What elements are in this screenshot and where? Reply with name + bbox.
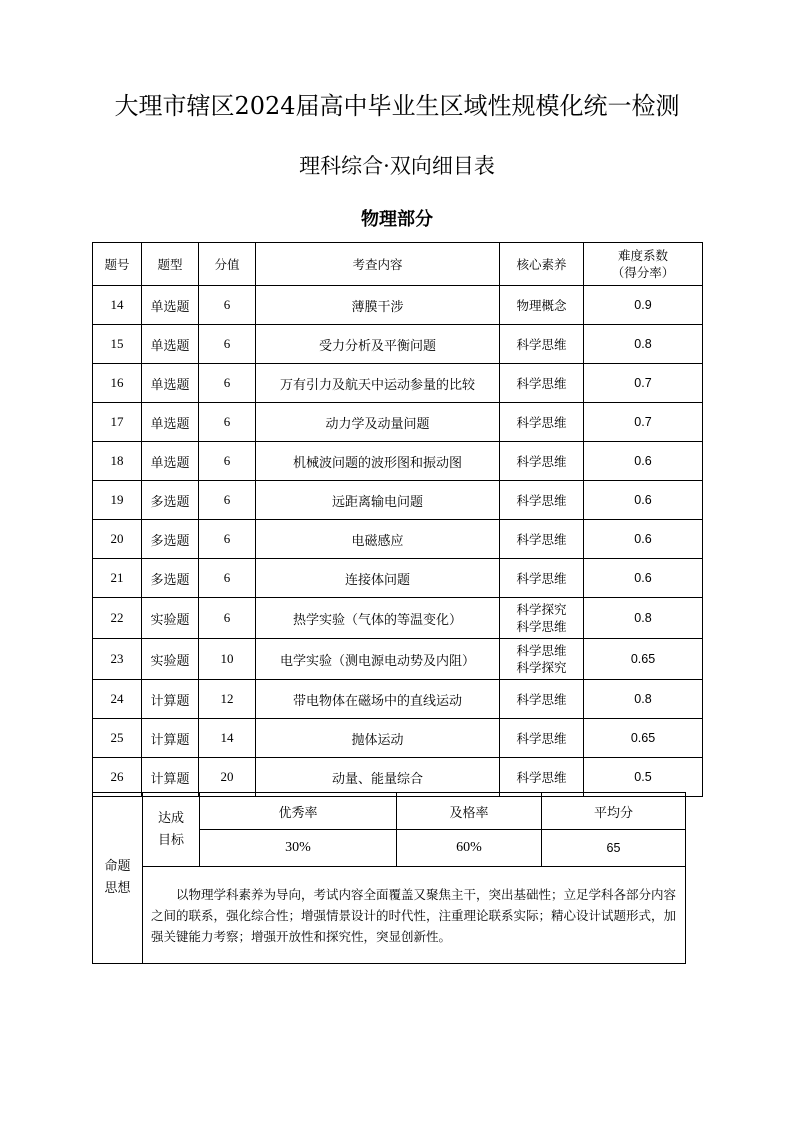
table-row <box>93 719 703 758</box>
difficulty-cell: 0.5 <box>584 758 703 797</box>
table-row <box>93 403 703 442</box>
question-number-cell: 19 <box>93 481 142 520</box>
design-label-line2: 思想 <box>104 881 131 896</box>
design-label-line1: 命题 <box>104 859 131 874</box>
goal-header-pass: 及格率 <box>397 793 542 830</box>
difficulty-cell: 0.7 <box>584 364 703 403</box>
core-literacy-cell <box>500 520 584 559</box>
core-literacy-item: 科学思维 <box>516 570 567 586</box>
table-body <box>93 286 703 797</box>
difficulty-cell: 0.6 <box>584 520 703 559</box>
core-literacy-cell <box>500 403 584 442</box>
content-cell: 电磁感应 <box>256 520 500 559</box>
table-row <box>93 758 703 797</box>
table-row <box>93 559 703 598</box>
core-literacy-item: 科学探究 <box>516 602 567 617</box>
question-number-cell: 22 <box>93 598 142 639</box>
content-cell: 万有引力及航天中运动参量的比较 <box>256 364 500 403</box>
goal-header-average: 平均分 <box>542 793 686 830</box>
table-row <box>93 520 703 559</box>
question-type-cell: 多选题 <box>142 481 199 520</box>
goal-value-average: 65 <box>542 830 686 867</box>
header-difficulty <box>584 243 703 286</box>
core-literacy-item: 科学思维 <box>516 643 567 658</box>
table-row <box>93 442 703 481</box>
goal-value-excellence: 30% <box>200 830 397 867</box>
score-cell: 10 <box>199 639 256 680</box>
score-cell: 6 <box>199 325 256 364</box>
score-cell: 14 <box>199 719 256 758</box>
question-type-cell: 计算题 <box>142 758 199 797</box>
header-question-type: 题型 <box>142 243 199 286</box>
difficulty-cell: 0.9 <box>584 286 703 325</box>
question-type-cell: 计算题 <box>142 680 199 719</box>
table-row <box>93 364 703 403</box>
content-cell: 远距离输电问题 <box>256 481 500 520</box>
table-row <box>93 639 703 680</box>
core-literacy-cell <box>500 680 584 719</box>
core-literacy-item: 科学思维 <box>516 769 567 785</box>
score-cell: 12 <box>199 680 256 719</box>
description-row <box>93 867 686 964</box>
header-difficulty-line2: （得分率） <box>611 265 675 280</box>
difficulty-cell: 0.6 <box>584 481 703 520</box>
header-score: 分值 <box>199 243 256 286</box>
content-cell: 动量、能量综合 <box>256 758 500 797</box>
content-cell: 受力分析及平衡问题 <box>256 325 500 364</box>
header-difficulty-line1: 难度系数 <box>617 248 668 263</box>
difficulty-cell: 0.8 <box>584 325 703 364</box>
content-cell: 动力学及动量问题 <box>256 403 500 442</box>
core-literacy-cell <box>500 481 584 520</box>
difficulty-cell: 0.6 <box>584 559 703 598</box>
question-type-cell: 实验题 <box>142 639 199 680</box>
content-cell: 机械波问题的波形图和振动图 <box>256 442 500 481</box>
design-label <box>93 793 143 964</box>
question-type-cell: 单选题 <box>142 325 199 364</box>
section-heading: 物理部分 <box>361 209 433 230</box>
difficulty-cell: 0.8 <box>584 680 703 719</box>
table-row <box>93 325 703 364</box>
header-core-literacy: 核心素养 <box>500 243 584 286</box>
core-literacy-item: 科学思维 <box>516 375 567 391</box>
score-cell: 6 <box>199 442 256 481</box>
goal-label <box>143 793 200 867</box>
core-literacy-cell <box>500 598 584 639</box>
content-cell: 连接体问题 <box>256 559 500 598</box>
table-row <box>93 680 703 719</box>
difficulty-cell: 0.65 <box>584 639 703 680</box>
core-literacy-item: 科学思维 <box>516 531 567 547</box>
core-literacy-cell <box>500 639 584 680</box>
question-type-cell: 单选题 <box>142 286 199 325</box>
core-literacy-cell <box>500 559 584 598</box>
score-cell: 6 <box>199 559 256 598</box>
question-number-cell: 18 <box>93 442 142 481</box>
core-literacy-item: 科学思维 <box>516 691 567 707</box>
core-literacy-item: 科学思维 <box>516 336 567 352</box>
content-cell: 薄膜干涉 <box>256 286 500 325</box>
core-literacy-cell <box>500 364 584 403</box>
score-cell: 6 <box>199 481 256 520</box>
goal-header-row <box>93 793 686 830</box>
goal-value-pass: 60% <box>397 830 542 867</box>
score-cell: 6 <box>199 598 256 639</box>
content-cell: 电学实验（测电源电动势及内阻） <box>256 639 500 680</box>
question-number-cell: 17 <box>93 403 142 442</box>
document-subtitle: 理科综合·双向细目表 <box>299 154 495 178</box>
table-row <box>93 286 703 325</box>
goal-label-line2: 目标 <box>157 832 184 848</box>
core-literacy-cell <box>500 442 584 481</box>
core-literacy-item: 科学思维 <box>516 619 567 634</box>
core-literacy-item: 科学思维 <box>516 730 567 746</box>
question-number-cell: 16 <box>93 364 142 403</box>
question-number-cell: 20 <box>93 520 142 559</box>
score-cell: 20 <box>199 758 256 797</box>
score-cell: 6 <box>199 364 256 403</box>
core-literacy-item: 科学思维 <box>516 453 567 469</box>
score-cell: 6 <box>199 403 256 442</box>
question-number-cell: 25 <box>93 719 142 758</box>
table-row <box>93 598 703 639</box>
question-number-cell: 21 <box>93 559 142 598</box>
core-literacy-item: 科学探究 <box>516 660 567 675</box>
question-type-cell: 单选题 <box>142 364 199 403</box>
question-number-cell: 24 <box>93 680 142 719</box>
design-table <box>92 792 686 964</box>
question-type-cell: 计算题 <box>142 719 199 758</box>
specification-table <box>92 242 703 797</box>
question-number-cell: 14 <box>93 286 142 325</box>
score-cell: 6 <box>199 520 256 559</box>
content-cell: 抛体运动 <box>256 719 500 758</box>
header-question-number: 题号 <box>93 243 142 286</box>
question-type-cell: 多选题 <box>142 559 199 598</box>
core-literacy-cell <box>500 719 584 758</box>
question-number-cell: 23 <box>93 639 142 680</box>
question-type-cell: 单选题 <box>142 403 199 442</box>
core-literacy-item: 科学思维 <box>516 492 567 508</box>
core-literacy-cell <box>500 758 584 797</box>
header-content: 考查内容 <box>256 243 500 286</box>
table-header-row <box>93 243 703 286</box>
core-literacy-item: 科学思维 <box>516 414 567 430</box>
content-cell: 热学实验（气体的等温变化） <box>256 598 500 639</box>
document-title: 大理市辖区2024届高中毕业生区域性规模化统一检测 <box>114 92 680 120</box>
goal-header-excellence: 优秀率 <box>200 793 397 830</box>
goal-label-line1: 达成 <box>157 810 184 826</box>
difficulty-cell: 0.6 <box>584 442 703 481</box>
question-type-cell: 单选题 <box>142 442 199 481</box>
question-type-cell: 实验题 <box>142 598 199 639</box>
question-type-cell: 多选题 <box>142 520 199 559</box>
core-literacy-cell <box>500 286 584 325</box>
design-description: 以物理学科素养为导向，考试内容全面覆盖又聚焦主干，突出基础性；立足学科各部分内容之间的联系，强化综合性；增强情景设计的时代性，注重理论联系实际；精心设计试题形式，加强关键能力考察；增强开放性和探究性，突显创新性。 <box>143 867 686 964</box>
difficulty-cell: 0.65 <box>584 719 703 758</box>
table-row <box>93 481 703 520</box>
question-number-cell: 26 <box>93 758 142 797</box>
core-literacy-item: 物理概念 <box>516 297 567 313</box>
difficulty-cell: 0.8 <box>584 598 703 639</box>
question-number-cell: 15 <box>93 325 142 364</box>
content-cell: 带电物体在磁场中的直线运动 <box>256 680 500 719</box>
core-literacy-cell <box>500 325 584 364</box>
difficulty-cell: 0.7 <box>584 403 703 442</box>
score-cell: 6 <box>199 286 256 325</box>
